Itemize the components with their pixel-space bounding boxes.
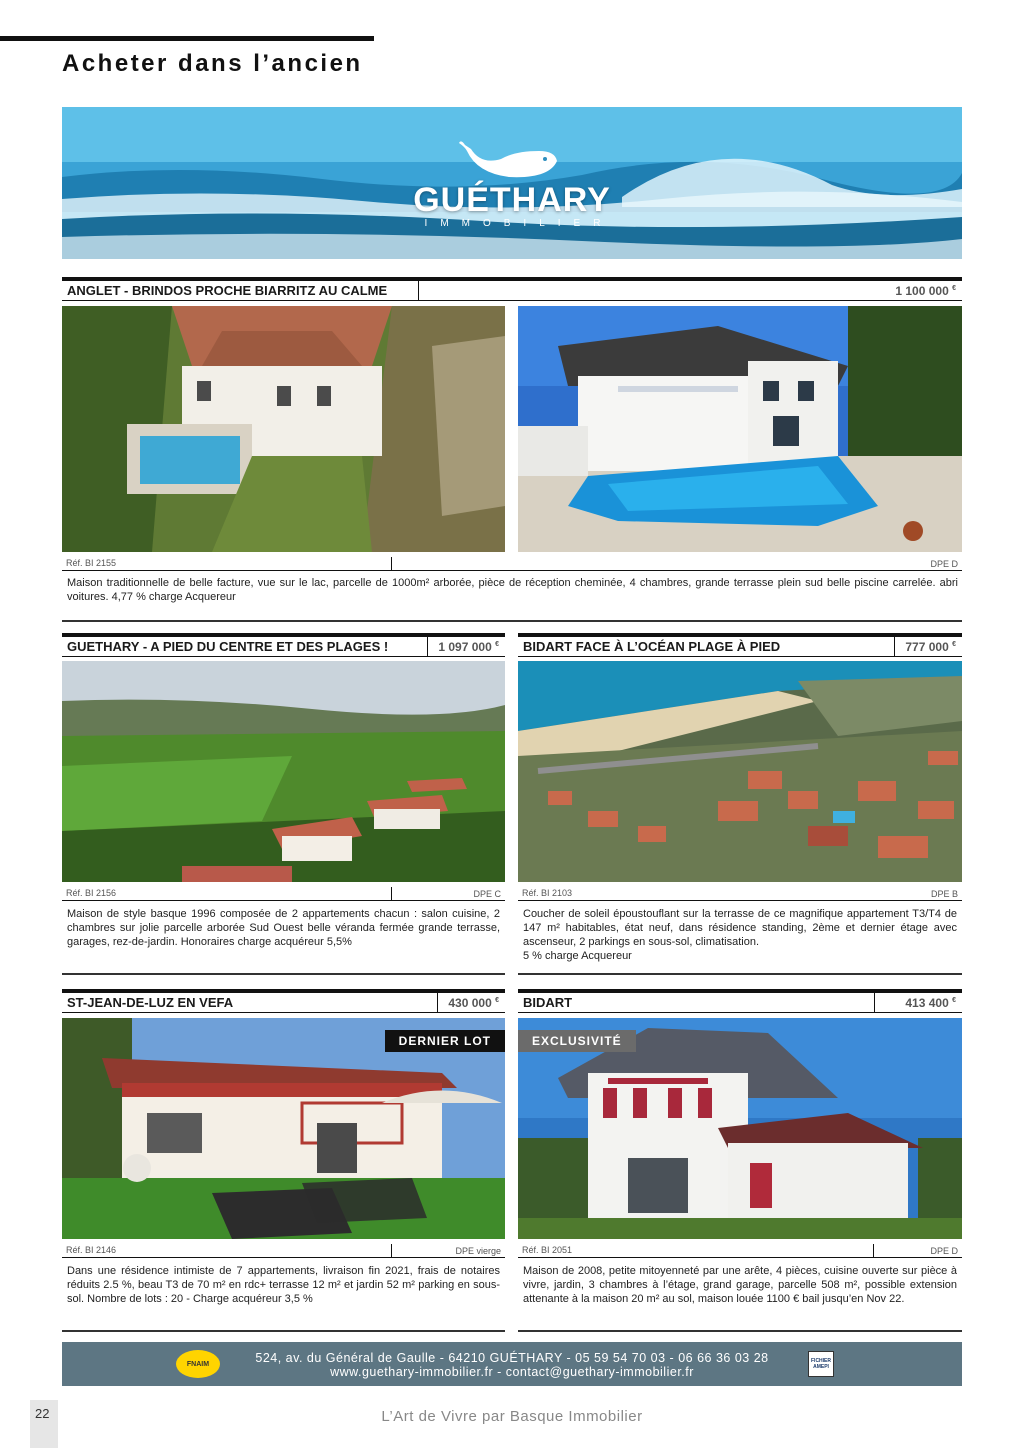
agency-address: 524, av. du Général de Gaulle - 64210 GUÉTHARY - 05 59 54 70 03 - 06 66 36 03 28: [255, 1351, 769, 1365]
listing-dpe: DPE B: [930, 889, 958, 899]
listing-header: [518, 633, 962, 657]
listing-ref-row: [518, 1244, 962, 1258]
listing-ref: Réf. BI 2103: [522, 888, 573, 898]
listing-title: BIDART FACE À L’OCÉAN PLAGE À PIED: [518, 637, 895, 656]
listing-description: Dans une résidence intimiste de 7 appartements, livraison fin 2021, frais de notaires réduits 2.5 %, beau T3 de 70 m² en rdc+ terrasse 12 m² et jardin 52 m² parking en sous-sol. Nombre de lots : 20 - Charge acquéreur 3,5 %: [67, 1265, 500, 1305]
page-number: 22: [30, 1400, 58, 1448]
listing-dpe: DPE C: [473, 889, 501, 899]
listing-price: 1 100 000 €: [895, 283, 956, 298]
divider: [391, 557, 392, 571]
listing-badge: EXCLUSIVITÉ: [518, 1030, 636, 1052]
listing-photo: [518, 1018, 962, 1239]
listing-ref: Réf. BI 2156: [66, 888, 117, 898]
divider: [518, 973, 962, 975]
listing-description: [523, 907, 957, 963]
listing-photo: [62, 661, 505, 882]
listing-ref: Réf. BI 2146: [66, 1245, 117, 1255]
listing-price: 1 097 000 €: [438, 639, 499, 654]
agency-web-contact[interactable]: www.guethary-immobilier.fr - contact@guethary-immobilier.fr: [330, 1365, 694, 1379]
listing-ref: Réf. BI 2155: [66, 558, 117, 568]
agency-subtitle: IMMOBILIER: [424, 218, 614, 229]
fnaim-logo: FNAIM: [176, 1350, 220, 1378]
listing-fee-note: 5 % charge Acquereur: [523, 950, 632, 962]
listing-description-text: Coucher de soleil époustouflant sur la terrasse de ce magnifique appartement T3/T4 de 147 m² habitables, état neuf, dans résidence standing, 2ème et dernier étage avec ascenseur, 2 parkings en sous-sol, climatisation.: [523, 908, 957, 948]
listing-photo: [518, 661, 962, 882]
divider: [62, 973, 505, 975]
listing-photo: [518, 306, 962, 552]
listing-title: GUETHARY - A PIED DU CENTRE ET DES PLAGES !: [62, 637, 428, 656]
listing-description: Maison de 2008, petite mitoyenneté par une arête, 4 pièces, cuisine ouverte sur pièce à vivre, jardin, 3 chambres à l’étage, grand garage, parcelle 508 m², possible extension attenante à la maison 20 m² au sol, maison louée 1100 € bail jusqu’en Nov 22.: [523, 1265, 957, 1305]
listing-description: Maison de style basque 1996 composée de 2 appartements chacun : salon cuisine, 2 chambres sur jolie parcelle arborée Sud Ouest belle véranda fermée grande terrasse, garages, rez-de-jardin. Honoraires charge acquéreur 5,5%: [67, 908, 500, 948]
agency-name: GUÉTHARY: [413, 181, 611, 219]
divider: [391, 887, 392, 901]
divider: [62, 1330, 505, 1332]
divider: [518, 1330, 962, 1332]
listing-ref: Réf. BI 2051: [522, 1245, 573, 1255]
listing-header: [518, 989, 962, 1013]
listing-photo: [62, 1018, 505, 1239]
listing-dpe: DPE D: [930, 1246, 958, 1256]
listing-ref-row: [62, 887, 505, 901]
listing-ref-row: [62, 1244, 505, 1258]
page-tagline: L’Art de Vivre par Basque Immobilier: [381, 1408, 643, 1425]
listing-dpe: DPE vierge: [455, 1246, 501, 1256]
listing-header: [62, 989, 505, 1013]
listing-price: 430 000 €: [448, 995, 499, 1010]
listing-title: BIDART: [518, 993, 875, 1012]
listing-header: [62, 633, 505, 657]
divider: [62, 620, 962, 622]
listing-title: ST-JEAN-DE-LUZ EN VEFA: [62, 993, 438, 1012]
agency-banner: [62, 107, 962, 259]
listing-badge: DERNIER LOT: [385, 1030, 505, 1052]
listing-ref-row: [518, 887, 962, 901]
agency-logo: [402, 137, 622, 229]
divider: [391, 1244, 392, 1258]
listing-price: 413 400 €: [905, 995, 956, 1010]
listing-price: 777 000 €: [905, 639, 956, 654]
listing-dpe: DPE D: [930, 559, 958, 569]
amepi-logo: FICHIER AMEPI: [808, 1351, 834, 1377]
listing-title: ANGLET - BRINDOS PROCHE BIARRITZ AU CALME: [62, 281, 419, 300]
agency-contact-footer: [62, 1342, 962, 1386]
listing-ref-row: [62, 557, 962, 571]
divider: [873, 1244, 874, 1258]
whale-icon: [457, 137, 567, 187]
listing-description: Maison traditionnelle de belle facture, vue sur le lac, parcelle de 1000m² arborée, pièce de réception cheminée, 4 chambres, grande terrasse plein sud belle piscine carrelée. abri voitures. 4,77 % charge Acquereur: [67, 577, 958, 603]
listing-header: [62, 277, 962, 301]
top-rule: [0, 36, 374, 41]
listing-photo: [62, 306, 505, 552]
section-title: Acheter dans l’ancien: [62, 50, 363, 77]
